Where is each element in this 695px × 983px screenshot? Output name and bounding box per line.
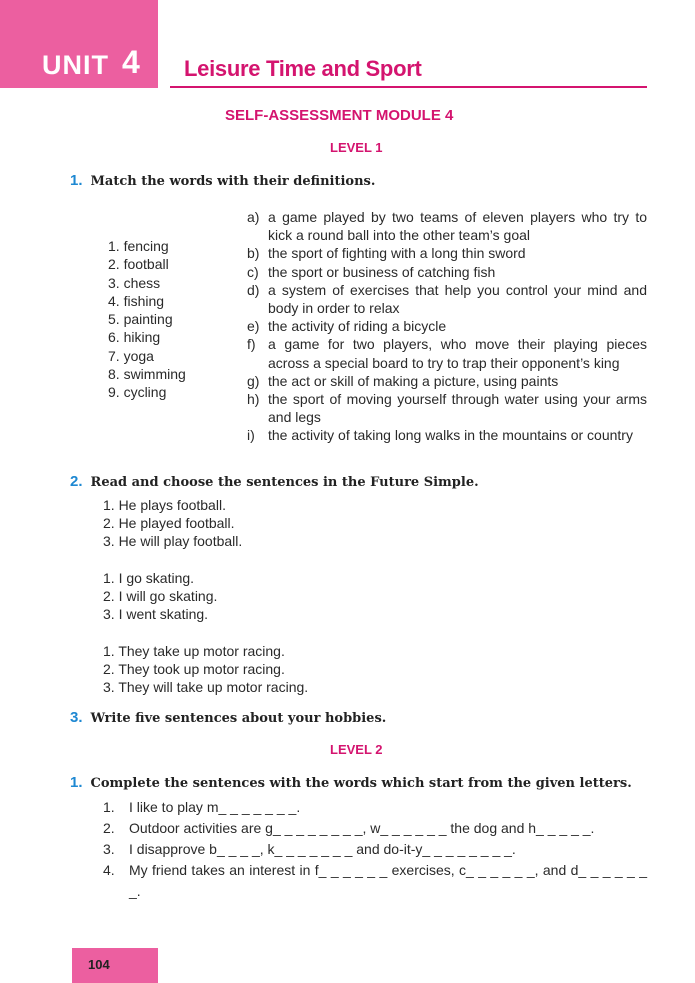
completion-item: 3. I disapprove b_ _ _ _, k_ _ _ _ _ _ _ and do-it-y_ _ _ _ _ _ _ _. bbox=[103, 841, 516, 857]
word-item: 4. fishing bbox=[108, 292, 165, 309]
level-2-heading: LEVEL 2 bbox=[330, 742, 383, 757]
task-3-instruction bbox=[70, 709, 386, 726]
sentence-option: 3. They will take up motor racing. bbox=[103, 679, 309, 696]
sentence-option: 1. They take up motor racing. bbox=[103, 643, 285, 659]
sentence-option: 1. He plays football. bbox=[103, 497, 226, 513]
module-title: SELF-ASSESSMENT MODULE 4 bbox=[225, 107, 454, 124]
definition-item: f) a game for two players, who move their playing pieces across a special board to try to trap their opponent’s king bbox=[247, 336, 647, 371]
word-list bbox=[108, 237, 186, 402]
sentence-option: 2. He played football. bbox=[103, 515, 235, 532]
word-item: 8. swimming bbox=[108, 366, 186, 383]
title-underline bbox=[170, 86, 647, 88]
definition-item: i) the activity of taking long walks in the mountains or country bbox=[247, 427, 633, 444]
sentence-option: 3. I went skating. bbox=[103, 606, 209, 623]
level-1-heading: LEVEL 1 bbox=[330, 140, 383, 155]
completion-item: 4. My friend takes an interest in f_ _ _ _ _ _ exercises, c_ _ _ _ _ _, and d_ _ _ _ _ _ _. bbox=[103, 862, 647, 899]
unit-label: UNIT bbox=[42, 50, 109, 80]
sentence-option: 2. I will go skating. bbox=[103, 588, 218, 605]
definition-item: d) a system of exercises that help you control your mind and body in order to relax bbox=[247, 281, 647, 317]
page-title: Leisure Time and Sport bbox=[184, 56, 422, 81]
word-item: 7. yoga bbox=[108, 347, 154, 364]
definition-item: a) a game played by two teams of eleven players who try to kick a round ball into the other team’s goal bbox=[247, 209, 647, 244]
task-number: 3. bbox=[70, 709, 83, 726]
unit-number: 4 bbox=[122, 44, 140, 80]
definition-item: c) the sport or business of catching fish bbox=[247, 263, 496, 280]
definition-item: h) the sport of moving yourself through water using your arms and legs bbox=[247, 391, 647, 426]
definition-item: g) the act or skill of making a picture, using paints bbox=[247, 372, 559, 389]
definition-item: b) the sport of fighting with a long thin sword bbox=[247, 245, 526, 262]
word-item: 3. chess bbox=[108, 274, 161, 291]
completion-item: 1. I like to play m_ _ _ _ _ _ _. bbox=[103, 799, 301, 815]
sentence-group bbox=[103, 569, 217, 624]
level-2-task-1-instruction bbox=[70, 774, 632, 791]
task-number: 2. bbox=[70, 473, 83, 490]
sentence-group bbox=[103, 642, 308, 697]
task-text: Complete the sentences with the words which start from the given letters. bbox=[90, 776, 632, 791]
definition-list bbox=[247, 208, 647, 445]
task-text: Write five sentences about your hobbies. bbox=[90, 711, 387, 726]
task-number: 1. bbox=[70, 172, 83, 189]
task-text: Match the words with their definitions. bbox=[90, 174, 376, 189]
task-1-instruction bbox=[70, 172, 375, 189]
sentence-group bbox=[103, 496, 242, 551]
task-number: 1. bbox=[70, 774, 83, 791]
completion-item: 2. Outdoor activities are g_ _ _ _ _ _ _ _, w_ _ _ _ _ _ the dog and h_ _ _ _ _. bbox=[103, 820, 595, 836]
word-item: 6. hiking bbox=[108, 329, 161, 346]
page-number-box bbox=[72, 948, 158, 983]
word-item: 5. painting bbox=[108, 311, 173, 328]
sentence-option: 2. They took up motor racing. bbox=[103, 661, 285, 678]
word-item: 9. cycling bbox=[108, 384, 167, 401]
task-2-instruction bbox=[70, 473, 479, 490]
page-number: 104 bbox=[88, 957, 110, 972]
completion-list bbox=[103, 797, 647, 902]
word-item: 1. fencing bbox=[108, 238, 169, 254]
sentence-option: 1. I go skating. bbox=[103, 570, 195, 586]
task-text: Read and choose the sentences in the Future Simple. bbox=[90, 475, 479, 490]
word-item: 2. football bbox=[108, 256, 169, 273]
definition-item: e) the activity of riding a bicycle bbox=[247, 318, 447, 335]
sentence-option: 3. He will play football. bbox=[103, 533, 243, 550]
